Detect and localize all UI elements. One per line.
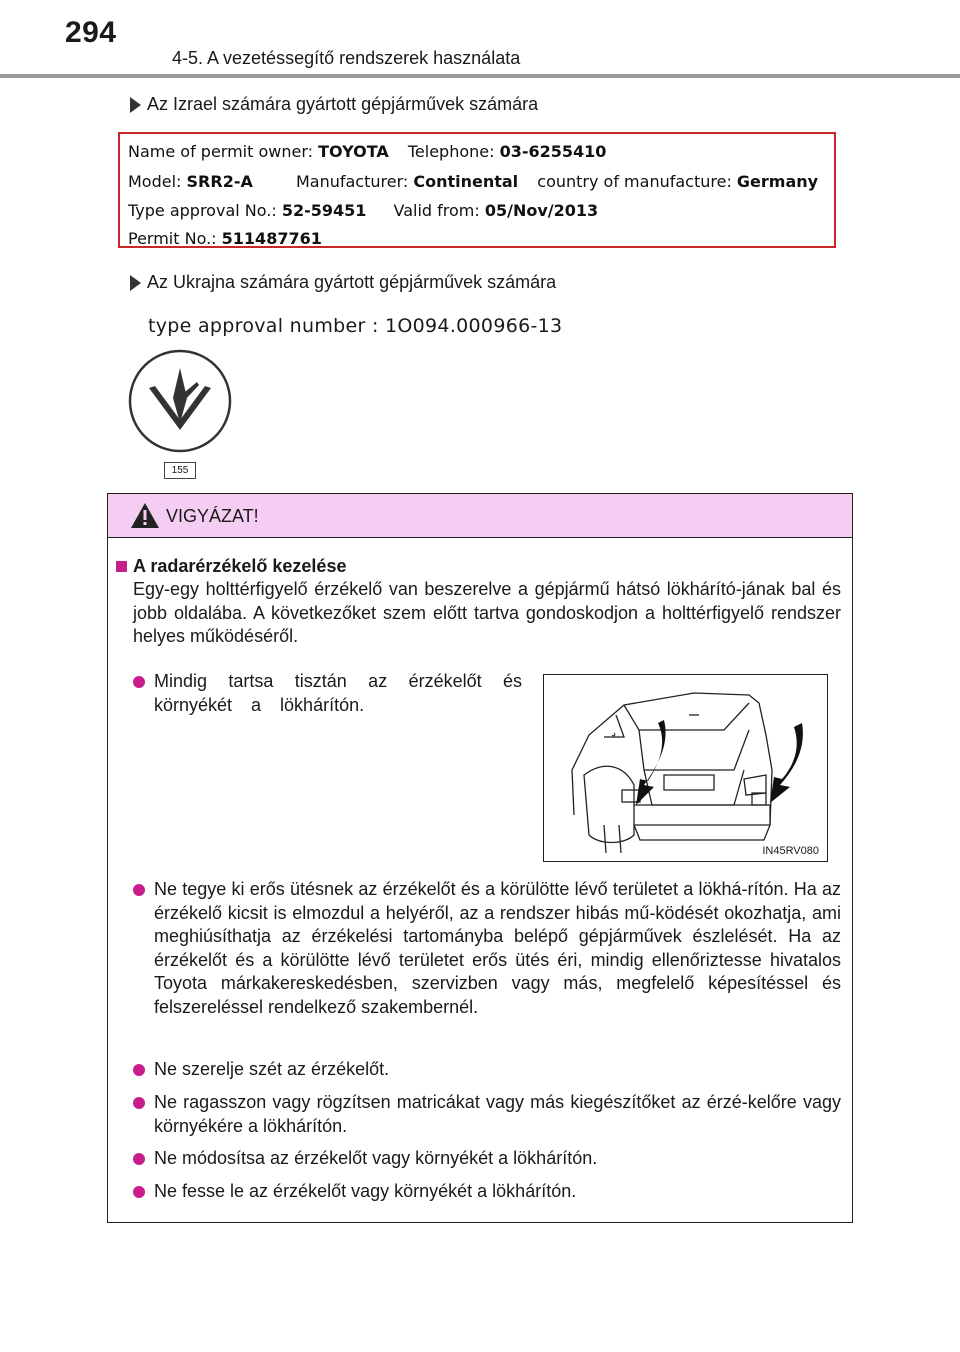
bullet-item: Mindig tartsa tisztán az érzékelőt és környékét a lökhárítón. — [154, 671, 522, 715]
car-rear-illustration-icon — [544, 675, 826, 860]
permit-row-model — [128, 172, 818, 191]
bullet-item: Ne szerelje szét az érzékelőt. — [154, 1059, 390, 1079]
bullet-dot-icon — [133, 1186, 145, 1198]
section-heading: A radarérzékelő kezelése — [133, 556, 347, 576]
israel-heading-text: Az Izrael számára gyártott gépjárművek számára — [147, 94, 539, 114]
label-permit-no: Permit No.: — [128, 229, 217, 248]
triangle-bullet-icon — [130, 97, 141, 113]
section-square-icon — [116, 561, 127, 572]
bullet-dot-icon — [133, 1097, 145, 1109]
permit-model: SRR2-A — [186, 172, 253, 191]
label-country: country of manufacture: — [537, 172, 732, 191]
permit-phone: 03-6255410 — [499, 142, 607, 161]
ukraine-heading — [130, 272, 556, 293]
israel-heading — [130, 94, 538, 115]
mark-code: 155 — [164, 462, 196, 479]
permit-manufacturer: Continental — [413, 172, 519, 191]
permit-country: Germany — [736, 172, 819, 191]
label-manufacturer: Manufacturer: — [295, 172, 409, 191]
figure-code: IN45RV080 — [762, 845, 819, 857]
bullet-item: Ne ragasszon vagy rögzítsen matricákat vagy más kiegészítőket az érzé-kelőre vagy környékére a lökhárítón. — [154, 1092, 841, 1136]
permit-row-approval — [128, 201, 598, 220]
label-phone: Telephone: — [407, 142, 495, 161]
page-number: 294 — [65, 16, 117, 49]
bullet-item: Ne tegye ki erős ütésnek az érzékelőt és a körülötte lévő területet a lökhá-rítón. Ha az érzékelő kicsit is elmozdul a helyéről, az a rendszer hibás mű-ködését okozhatja, ami meghiúsíthatja az érzékelési tartományba belépő gépjárművek észlelését. Ha az érzékelőt és a körülötte lévő területet erős ütés éri, mindig ellenőriztesse hivatalos Toyota márkakereskedésben, szervizben vagy más, megfelelő képesítéssel és felszereléssel rendelkező szakembernél. — [154, 879, 841, 1017]
warning-triangle-icon — [130, 502, 160, 529]
label-model: Model: — [128, 172, 182, 191]
bullet-dot-icon — [133, 1064, 145, 1076]
label-valid-from: Valid from: — [393, 201, 480, 220]
permit-number: 511487761 — [221, 229, 322, 248]
label-owner: Name of permit owner: — [128, 142, 314, 161]
ukraine-conformity-mark-icon — [127, 348, 233, 454]
header-rule — [0, 74, 960, 78]
bullet-item: Ne módosítsa az érzékelőt vagy környékét a lökhárítón. — [154, 1148, 598, 1168]
ukraine-heading-text: Az Ukrajna számára gyártott gépjárművek számára — [147, 272, 557, 292]
bullet-dot-icon — [133, 884, 145, 896]
permit-type-approval: 52-59451 — [281, 201, 367, 220]
chapter-title: 4-5. A vezetéssegítő rendszerek használata — [172, 48, 521, 68]
bullet-item: Ne fesse le az érzékelőt vagy környékét a lökhárítón. — [154, 1181, 577, 1201]
intro-paragraph: Egy-egy holttérfigyelő érzékelő van beszerelve a gépjármű hátsó lökhárító-jának bal és jobb oldalába. A következőket szem előtt tartva gondoskodjon a holttérfigyelő rendszer helyes működéséről. — [133, 579, 841, 646]
permit-owner: TOYOTA — [318, 142, 389, 161]
permit-row-owner — [128, 142, 606, 161]
bullet-dot-icon — [133, 676, 145, 688]
permit-valid-from: 05/Nov/2013 — [484, 201, 599, 220]
type-approval-number: type approval number : 1O094.000966-13 — [148, 315, 563, 337]
bullet-dot-icon — [133, 1153, 145, 1165]
label-type-approval: Type approval No.: — [128, 201, 277, 220]
caution-title: VIGYÁZAT! — [166, 506, 259, 526]
vehicle-rear-figure — [543, 674, 828, 862]
permit-label-box — [118, 132, 836, 248]
permit-row-permit-no — [128, 229, 322, 248]
caution-header — [108, 494, 852, 538]
triangle-bullet-icon — [130, 275, 141, 291]
